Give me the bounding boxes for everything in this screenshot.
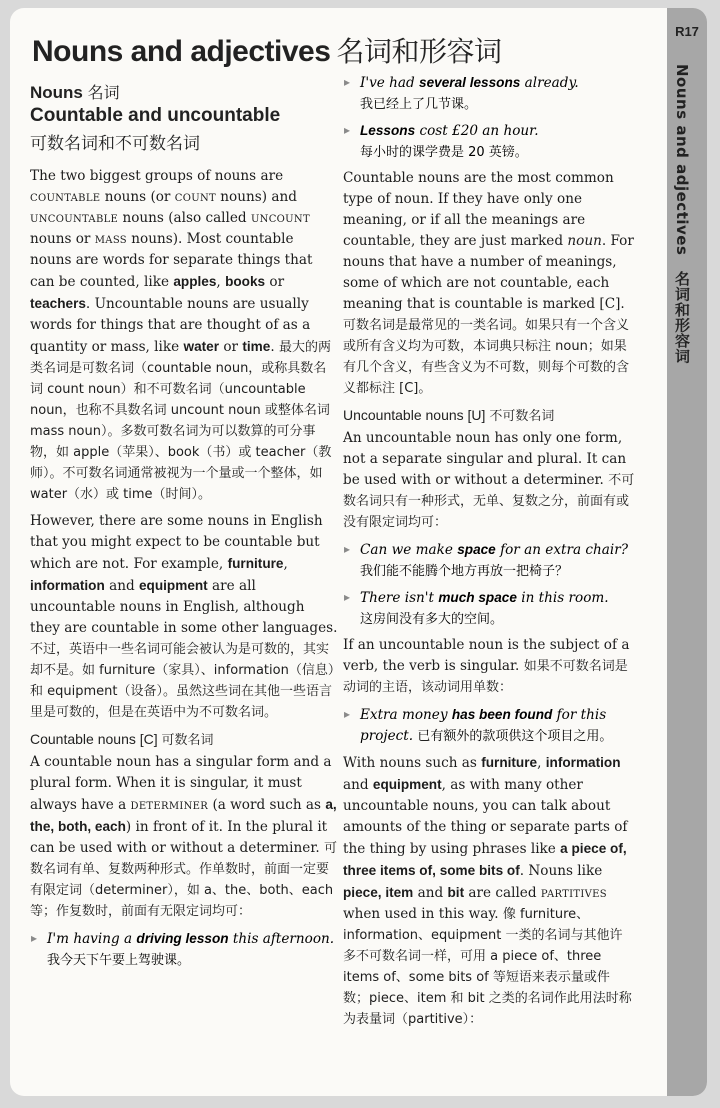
left-column: [30, 78, 338, 976]
example-sentence: ▸ Extra money has been found for this project. 已有额外的款项供这个项目之用。: [343, 704, 635, 747]
paragraph-countable-marking: Countable nouns are the most common type of noun. If they have only one meaning, or if all the meanings are countable, they are just marked noun. For nouns that have a number of meanings, some of which are not countable, each meaning that is countable is marked [C]. 可数名词是最常见的一类名词。如果只有一个含义或所有含义均为可数，本词典只标注 noun；如果有几个含义，有些含义为不可数，则每个可数的含义都标注 [C]。: [343, 170, 634, 396]
paragraph-subject-verb: If an uncountable noun is the subject of a verb, the verb is singular. 如果不可数名词是动词的主语，该动词用单数：: [343, 637, 630, 695]
paragraph-countable: A countable noun has a singular form and a plural form. When it is singular, it must always have a determiner (a word such as a, the, both, each) in front of it. In the plural it can be used with or without a determiner. 可数名词有单、复数两种形式。作单数时，前面一定要有限定词（determiner），如 a、the、both、each 等；作复数时，前面有无限定词均可：: [30, 754, 337, 919]
paragraph-intro: The two biggest groups of nouns are countable nouns (or count nouns) and uncountable nouns (also called uncount nouns or mass nouns). Most countable nouns are words for separate things that can be counted, like apples, books or teachers. Uncountable nouns are usually words for things that are thought of as a quantity or mass, like water or time. 最大的两类名词是可数名词（countable noun，或称具数名词 count noun）和不可数名词（uncountable noun，也称不具数名词 uncount noun 或整体名词 mass noun）。多数可数名词为可以数算的可分事物，如 apple（苹果）、book（书）或 teacher（教师）。不可数名词通常被视为一个量或一个整体，如 water（水）或 time（时间）。: [30, 168, 332, 502]
tab-title-en: Nouns and adjectives: [673, 64, 691, 256]
dictionary-page: [10, 8, 707, 1096]
example-sentence: ▸ Lessons cost £20 an hour. 每小时的课学费是 20 英镑。: [343, 120, 635, 163]
example-sentence: ▸ There isn't much space in this room. 这房间没有多大的空间。: [343, 587, 635, 630]
right-column: [343, 72, 635, 1036]
reference-code: R17: [675, 24, 699, 39]
page-title-zh: 名词和形容词: [336, 35, 502, 68]
paragraph-uncountable: An uncountable noun has only one form, not a separate singular and plural. It can be used with or without a determiner. 不可数名词只有一种形式，无单、复数之分，前面有或没有限定词均可：: [343, 430, 635, 530]
thumb-index-tab: [667, 8, 707, 1096]
example-sentence: ▸ Can we make space for an extra chair? 我们能不能腾个地方再放一把椅子？: [343, 539, 635, 582]
section-heading-zh: 可数名词和不可数名词: [30, 134, 200, 154]
paragraph-partitives: With nouns such as furniture, information and equipment, as with many other uncountable nouns, you can talk about amounts of the thing or separate parts of the thing by using phrases like a piece of, three items of, some bits of. Nouns like piece, item and bit are called partitives when used in this way. 像 furniture、information、equipment 一类的名词与其他许多不可数名词一样，可用 a piece of、three items of、some bits of 等短语来表示量或件数；piece、item 和 bit 之类的名词作此用法时称为表量词（partitive）：: [343, 755, 632, 1027]
heading-countable-nouns: Countable nouns [C] 可数名词: [30, 731, 214, 748]
tab-title-zh: 名词和形容词: [673, 271, 691, 365]
heading-uncountable-nouns: Uncountable nouns [U] 不可数名词: [343, 407, 555, 424]
page-title: [32, 30, 501, 70]
example-sentence: ▸ I've had several lessons already. 我已经上了几节课。: [343, 72, 635, 115]
page-title-en: Nouns and adjectives: [32, 35, 331, 68]
section-heading-countable-uncountable: Countable and uncountable: [30, 105, 281, 126]
tab-title: [672, 64, 693, 364]
paragraph-exceptions: However, there are some nouns in English that you might expect to be countable but which are not. For example, furniture, information and equipment are all uncountable nouns in English, although they are countable in some other languages. 不过，英语中一些名词可能会被认为是可数的，其实却不是。如 furniture（家具）、information（信息）和 equipment（设备）。虽然这些词在其他一些语言里是可数的，但是在英语中为不可数名词。: [30, 513, 338, 720]
example-sentence: ▸ I'm having a driving lesson this afternoon. 我今天下午要上驾驶课。: [30, 928, 338, 971]
section-heading-nouns: Nouns 名词: [30, 83, 120, 102]
